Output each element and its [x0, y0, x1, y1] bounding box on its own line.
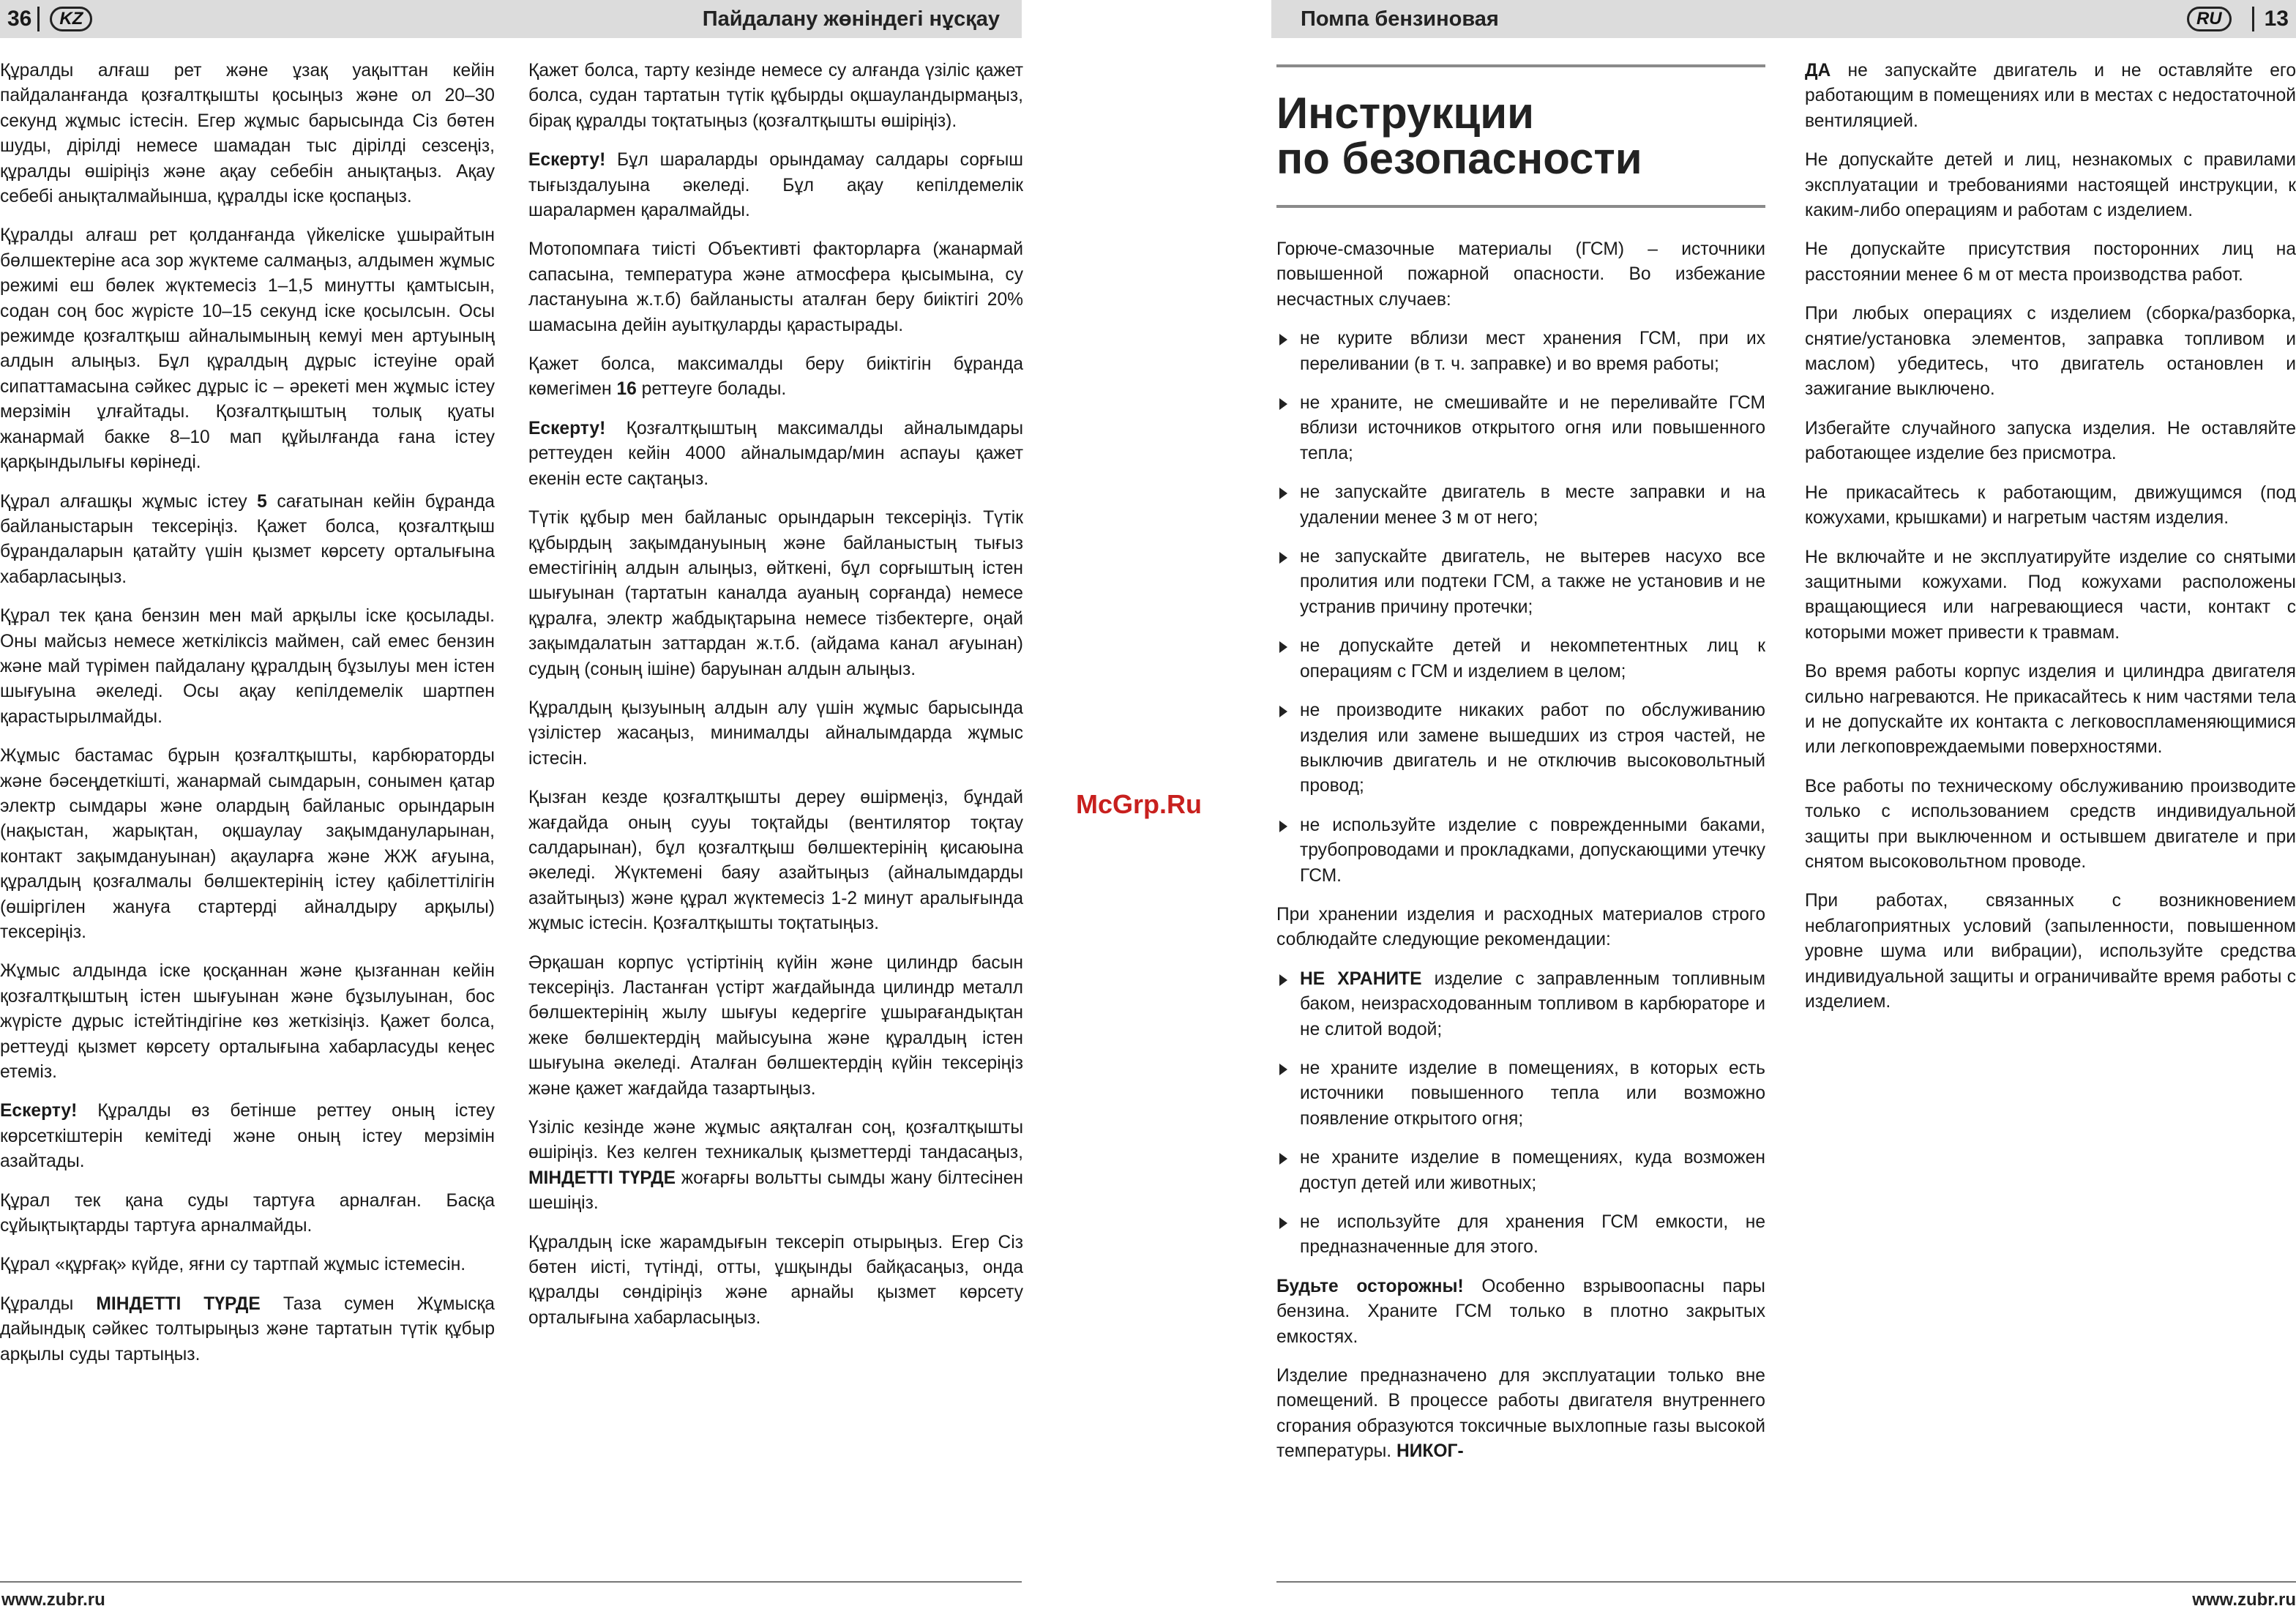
- paragraph-text: Қызған кезде қозғалтқышты дереу өшірмеңіз, бұндай жағдайда оның сууы тоқтайды (вентилятор тоқтау салдарынан), бұл қозғалтқыш бөлшектерінің қисаюына әкеледі. Жүктемені баяу азайтыңыз (айналымдарды азайтыңыз) және құрал жүктемесіз 1-2 минут аралығында жұмыс істесін. Қозғалтқышты тоқтатыңыз.: [528, 788, 1023, 934]
- paragraph: [1805, 237, 2296, 288]
- intro-paragraph: Горюче-смазочные материалы (ГСМ) – источники повышенной пожарной опасности. Во избежание несчастных случаев:: [1276, 239, 1765, 310]
- paragraph: [528, 417, 1023, 492]
- usage-bold: НИКОГ-: [1396, 1441, 1464, 1462]
- paragraph-text: Құрал тек қана бензин мен май арқылы іске қосылады. Оны майсыз немесе жеткіліксіз маймен, сай емес бензин және май түрімен пайдалану құралдың бұзылуы мен істен шығуына әкеледі. Осы ақау кепілдемелік шартпен қарастырылмайды.: [0, 606, 495, 727]
- language-badge: KZ: [50, 7, 92, 31]
- hazard-list-item: не храните, не смешивайте и не переливайте ГСМ вблизи источников открытого огня или повышенного тепла;: [1276, 391, 1765, 466]
- paragraph-text: Жұмыс алдында іске қосқаннан және қызғаннан кейін қозғалтқыштың істен шығуынан және бұзылуынан, бос жүрісте дұрыс істейтіндігіне көз жеткізіңіз. Қажет болса, реттеуді қызмет көрсету орталығына хабарласуды кеңес етеміз.: [0, 961, 495, 1083]
- bold-text: Ескерту!: [0, 1101, 78, 1121]
- paragraph-text: Құралдың қызуының алдын алу үшін жұмыс барысында үзілістер жасаңыз, минималды айналымдарда жұмыс істесін.: [528, 698, 1023, 769]
- storage-list-item: [1276, 1056, 1765, 1132]
- paragraph: [0, 59, 495, 209]
- paragraph: [1805, 302, 2296, 403]
- paragraph: [1805, 148, 2296, 223]
- language-badge: RU: [2187, 7, 2232, 31]
- hazard-list-item: не курите вблизи мест хранения ГСМ, при их переливании (в т. ч. заправке) и во время работы;: [1276, 326, 1765, 377]
- bold-text: НЕ ХРАНИТЕ: [1300, 968, 1422, 989]
- page-title: Пайдалану жөніндегі нұсқау: [702, 7, 1000, 31]
- right-page: [1271, 0, 2296, 1617]
- paragraph-text: Құрал алғашқы жұмыс істеу: [0, 491, 258, 512]
- paragraph-text: Избегайте случайного запуска изделия. Не оставляйте работающее изделие без присмотра.: [1805, 418, 2296, 464]
- hazard-list-item: не производите никаких работ по обслуживанию изделия или замене вышедших из строя частей, не выключив двигатель и не отключив высоковольтный провод;: [1276, 698, 1765, 799]
- storage-intro: При хранении изделия и расходных материалов строго соблюдайте следующие рекомендации:: [1276, 904, 1765, 950]
- paragraph-text: Әрқашан корпус үстіртінің күйін және цилиндр басын тексеріңіз. Ластанған үстірт жағдайында цилиндр металл бөлшектерінің жылу шығуы кедергіге ұшырағандықтан жеке бөлшектердің майысуына және құралдың істен шығуына әкеледі. Аталған бөлшектердің күйін тексеріңіз және қажет жағдайда тазартыңыз.: [528, 952, 1023, 1099]
- paragraph-text: Үзіліс кезінде және жұмыс аяқталған соң, қозғалтқышты өшіріңіз. Кез келген техникалық қызметтерді тандасаңыз,: [528, 1118, 1023, 1163]
- paragraph: [1805, 417, 2296, 467]
- paragraph-text: сағатынан кейін бұранда байланыстарын тексеріңіз. Қажет болса, қозғалтқыш бұрандаларын қатайту үшін қызмет көрсету орталығына хабарласыңыз.: [0, 491, 495, 587]
- left-column-2: [528, 59, 1023, 1345]
- usage-text: Изделие предназначено для эксплуатации только вне помещений. В процессе работы двигателя внутреннего сгорания образуются токсичные выхлопные газы высокой температуры.: [1276, 1366, 1765, 1462]
- paragraph: [1805, 59, 2296, 134]
- page-number: 36: [7, 7, 32, 31]
- paragraph-text: Бұл шараларды орындамау салдары сорғыш тығыздалуына әкеледі. Бұл ақау кепілдемелік шаралармен қаралмайды.: [528, 150, 1023, 221]
- footer-url[interactable]: www.zubr.ru: [1, 1590, 105, 1610]
- paragraph-text: Құралды өз бетінше реттеу оның істеу көрсеткіштерін кемітеді және оның істеу мерзімін азайтады.: [0, 1101, 495, 1172]
- bold-text: МІНДЕТТІ ТҮРДЕ: [528, 1168, 676, 1188]
- paragraph-text: Во время работы корпус изделия и цилиндра двигателя сильно нагреваются. Не прикасайтесь к ним частями тела и не допускайте их контакта с легковоспламеняющимися или легкоповреждаемыми поверхностями.: [1805, 662, 2296, 758]
- paragraph: [0, 604, 495, 730]
- paragraph-text: Құралды алғаш рет және ұзақ уақыттан кейін пайдаланғанда қозғалтқышты қосыңыз және ол 20–30 секунд жұмыс істесін. Егер жұмыс барысында Сіз бөтен шуды, дірілді немесе шамадан тыс дірілді сезсеңіз, құралды өшіріңіз және ақау себебін анықтаңыз. Ақау себебі анықталмайынша, құралды іске қоспаңыз.: [0, 61, 495, 207]
- paragraph-text: При любых операциях с изделием (сборка/разборка, снятие/установка элементов, заправка топливом и маслом) убедитесь, что двигатель остановлен и зажигание выключено.: [1805, 304, 2296, 400]
- paragraph-text: Таза сумен Жұмысқа дайындық сәйкес толтырыңыз және тартатын түтік құбыр арқылы суды тартыңыз.: [0, 1293, 495, 1364]
- bold-text: Ескерту!: [528, 150, 606, 171]
- hazard-list-item: не допускайте детей и некомпетентных лиц к операциям с ГСМ и изделием в целом;: [1276, 634, 1765, 684]
- hazard-list: [1276, 326, 1765, 889]
- paragraph-text: Мотопомпаға тиісті Объективті факторларға (жанармай сапасына, температура және атмосфера қысымына, су ластануына ж.т.б) байланысты аталған беру биіктігі 20% шамасына дейін ауытқуларды қарастырады.: [528, 239, 1023, 335]
- paragraph: [0, 223, 495, 475]
- paragraph-text: При работах, связанных с возникновением неблагоприятных условий (запыленности, повышенном уровне шума или вибрации), используйте средства индивидуальной защиты и ограничивайте время работы с изделием.: [1805, 891, 2296, 1012]
- paragraph: [0, 1189, 495, 1239]
- paragraph-text: жоғарғы вольтты сымды жану білтесінен шешіңіз.: [528, 1168, 1023, 1214]
- right-page-header: [1271, 0, 2296, 38]
- page-title: Помпа бензиновая: [1301, 7, 1499, 31]
- paragraph: [528, 148, 1023, 223]
- storage-list: [1276, 967, 1765, 1261]
- bold-text: МІНДЕТТІ ТҮРДЕ: [96, 1293, 261, 1314]
- paragraph-text: Не допускайте присутствия посторонних лиц на расстоянии менее 6 м от места производства работ.: [1805, 239, 2296, 285]
- paragraph: [528, 696, 1023, 772]
- left-page-header: [0, 0, 1022, 38]
- bold-text: 16: [616, 379, 637, 400]
- page-number: 13: [2264, 7, 2289, 31]
- paragraph: [528, 785, 1023, 936]
- footer-url[interactable]: www.zubr.ru: [2192, 1590, 2296, 1610]
- paragraph-text: Не прикасайтесь к работающим, движущимся (под кожухами, крышками) и нагретым частям изделия.: [1805, 482, 2296, 529]
- paragraph: [528, 352, 1023, 403]
- hazard-list-item: не запускайте двигатель, не вытерев насухо все пролития или подтеки ГСМ, а также не установив и не устранив причину протечки;: [1276, 545, 1765, 620]
- hazard-list-item: не используйте изделие с поврежденными баками, трубопроводами и прокладками, допускающими утечку ГСМ.: [1276, 813, 1765, 889]
- heading-line-1: Инструкции: [1276, 89, 1535, 138]
- paragraph: [0, 490, 495, 591]
- paragraph: [528, 1116, 1023, 1217]
- left-column-1: [0, 59, 495, 1381]
- paragraph: [0, 1292, 495, 1367]
- watermark-text: McGrp.Ru: [1076, 789, 1203, 819]
- paragraph-text: Все работы по техническому обслуживанию производите только с использованием средств индивидуальной защиты при выключенном и остывшем двигателе и при снятом высоковольтном проводе.: [1805, 776, 2296, 872]
- list-item-text: изделие с заправленным топливным баком, неизрасходованным топливом в карбюраторе и не слитой водой;: [1300, 968, 1765, 1039]
- paragraph: [1805, 545, 2296, 646]
- paragraph: [0, 959, 495, 1085]
- bold-text: ДА: [1805, 61, 1831, 81]
- paragraph: [1805, 889, 2296, 1015]
- paragraph-text: реттеуге болады.: [636, 379, 787, 400]
- paragraph-text: Қозғалтқыштың максималды айналымдары реттеуден кейін 4000 айналымдар/мин аспауы қажет екенін есте сақтаңыз.: [528, 418, 1023, 489]
- heading-rule-top: [1276, 64, 1765, 67]
- storage-list-item: [1276, 1146, 1765, 1196]
- storage-list-item: [1276, 1210, 1765, 1261]
- list-item-text: не используйте для хранения ГСМ емкости, не предназначенные для этого.: [1300, 1212, 1765, 1258]
- hazard-list-item: не запускайте двигатель в месте заправки и на удалении менее 3 м от него;: [1276, 480, 1765, 531]
- footer-divider: [1276, 1581, 2296, 1583]
- right-column-1: [1276, 237, 1765, 1479]
- paragraph-text: Құралдың іске жарамдығын тексеріп отырыңыз. Егер Сіз бөтен иісті, түтінді, отты, ұшқынды байқасаңыз, онда құралды сөндіріңіз және арнайы қызмет көрсету орталығына хабарласыңыз.: [528, 1232, 1023, 1328]
- paragraph: [528, 59, 1023, 134]
- bold-text: Ескерту!: [528, 418, 606, 438]
- paragraph-text: Жұмыс бастамас бұрын қозғалтқышты, карбюраторды және бәсеңдеткішті, жанармай сымдарын, сонымен қатар электр сымдары және олардың байланыс орындарын (нақыстан, жарықтан, оқшаулау зақымдануларынан, контакт зақымдануынан) ақауларға және ЖЖ ағуына, құралдың қозғалмалы бөлшектерінің істеу қабілеттілігін (өшіргілен жануға стартерді айналдыру арқылы) тексеріңіз.: [0, 746, 495, 942]
- paragraph: [528, 951, 1023, 1102]
- paragraph: [1805, 481, 2296, 531]
- list-item-text: не храните изделие в помещениях, куда возможен доступ детей или животных;: [1300, 1148, 1765, 1193]
- paragraph-text: Қажет болса, тарту кезінде немесе су алғанда үзіліс қажет болса, судан тартатын түтік құбырды оқшауландырмаңыз, бірақ құралды тоқтатыңыз (қозғалтқышты өшіріңіз).: [528, 61, 1023, 131]
- list-item-text: не храните изделие в помещениях, в которых есть источники повышенного тепла или возможно появление открытого огня;: [1300, 1058, 1765, 1129]
- header-divider: [37, 7, 40, 31]
- paragraph-text: Қажет болса, максималды беру биіктігін бұранда көмегімен: [528, 354, 1023, 400]
- right-column-2: [1805, 59, 2296, 1028]
- footer-divider: [0, 1581, 1022, 1583]
- usage-paragraph: [1276, 1364, 1765, 1465]
- paragraph: [528, 1231, 1023, 1332]
- paragraph-text: Құралды алғаш рет қолданғанда үйкеліске ұшырайтын бөлшектеріне аса зор жүктеме салмаңыз, алдымен жұмыс режимі еш бөлек жүктемесіз 1–1,5 минутты қамтысын, содан соң бос жүрісте 10–15 секунд іске қосылсын. Осы режимде қозғалтқыш айналымының кемуі мен артуының алдын алыңыз. Бұл құралдың дұрыс істеуіне орай сипаттамасына сәйкес дұрыс іс – әрекеті мен жұмыс істеу мерзімін ұлғайтады. Қозғалтқыштың толық қуаты жанармай бакке 8–10 мап құйылғанда ғана істеу қарқындылығы көрінеді.: [0, 225, 495, 473]
- paragraph: [0, 744, 495, 945]
- section-heading: [1276, 91, 1642, 182]
- heading-line-2: по безопасности: [1276, 134, 1642, 183]
- storage-list-item: [1276, 967, 1765, 1042]
- paragraph-text: Құрал «құрғақ» күйде, яғни су тартпай жұмыс істемесін.: [0, 1255, 466, 1275]
- paragraph-text: Құралды: [0, 1293, 97, 1314]
- paragraph: [0, 1099, 495, 1174]
- paragraph-text: Түтік құбыр мен байланыс орындарын тексеріңіз. Түтік құбырдың зақымдануының және байланыстың тығыз еместігінің алдын алыңыз, өйткені, бұл сорғыштың істен шығуынан (тартатын каналда ауаның сорғанда) немесе құралға, электр жабдықтарына немесе тізбектерге, оңай зақымдалатын заттардан ж.т.б. (айдама канал ағуынан) судың (соның ішіне) баруынан алдын алыңыз.: [528, 508, 1023, 679]
- paragraph: [528, 506, 1023, 682]
- paragraph-text: не запускайте двигатель и не оставляйте его работающим в помещениях или в местах с недостаточной вентиляцией.: [1805, 61, 2296, 131]
- caution-text: Особенно взрывоопасны пары бензина. Храните ГСМ только в плотно закрытых емкостях.: [1276, 1276, 1765, 1347]
- paragraph: [0, 1252, 495, 1277]
- header-divider: [2252, 7, 2254, 31]
- left-page: [0, 0, 1025, 1617]
- bold-text: 5: [257, 491, 267, 512]
- paragraph: [528, 237, 1023, 338]
- caution-label: Будьте осторожны!: [1276, 1276, 1464, 1296]
- paragraph: [1805, 660, 2296, 761]
- caution-paragraph: [1276, 1274, 1765, 1350]
- paragraph-text: Не включайте и не эксплуатируйте изделие со снятыми защитными кожухами. Под кожухами расположены вращающиеся или нагревающиеся части, контакт с которыми может привести к травмам.: [1805, 547, 2296, 643]
- heading-rule-bottom: [1276, 205, 1765, 208]
- paragraph-text: Не допускайте детей и лиц, незнакомых с правилами эксплуатации и требованиями настоящей инструкции, к каким-либо операциям и работам с изделием.: [1805, 150, 2296, 221]
- paragraph: [1805, 774, 2296, 875]
- paragraph-text: Құрал тек қана суды тартуға арналған. Басқа сұйықтықтарды тартуға арналмайды.: [0, 1190, 495, 1236]
